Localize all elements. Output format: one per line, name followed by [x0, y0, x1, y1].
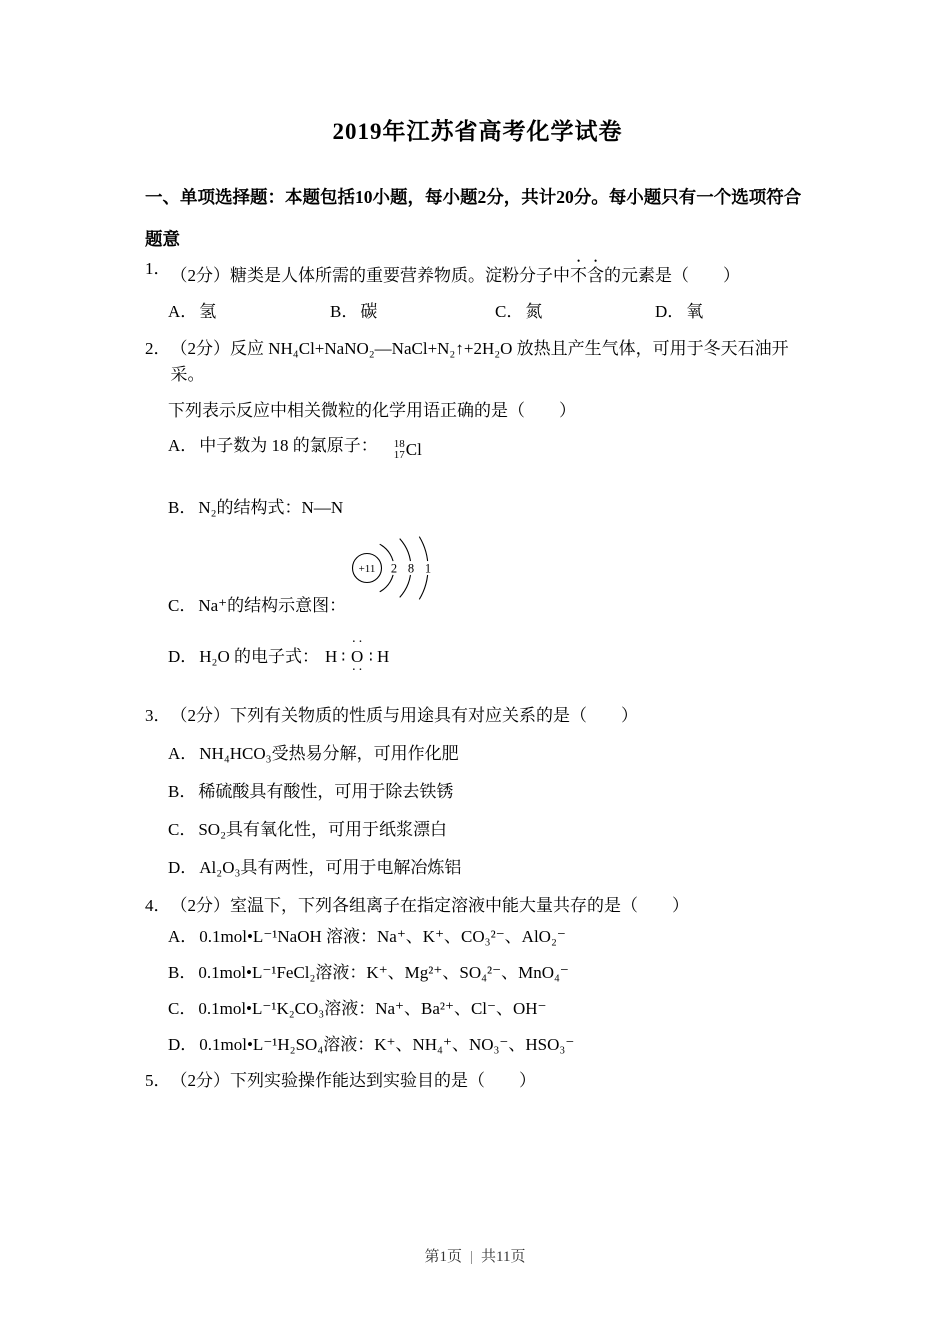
hydrogen-right: H [376, 647, 390, 666]
element-symbol: Cl [405, 440, 422, 459]
option-a: A． NH₄HCO₃受热易分解，可用作化肥 [168, 744, 459, 763]
option-c: C． 0.1mol•L⁻¹K₂CO₃溶液：Na⁺、Ba²⁺、Cl⁻、OH⁻ [168, 999, 547, 1018]
question-number: 2． [145, 339, 171, 358]
option-d: D． 氧 [655, 302, 704, 321]
option-c: C． SO₂具有氧化性，可用于纸浆漂白 [168, 820, 448, 839]
shell-2-count: 8 [408, 561, 415, 576]
question-text: （2分）糖类是人体所需的重要营养物质。淀粉分子中不含的元素是（ ） [170, 266, 740, 285]
option-d: D． 0.1mol•L⁻¹H₂SO₄溶液：K⁺、NH₄⁺、NO₃⁻、HSO₃⁻ [168, 1035, 575, 1054]
option-d: D． Al₂O₃具有两性，可用于电解冶炼铝 [168, 858, 462, 877]
question-number: 3． [145, 706, 171, 725]
bond-pair-left: ∶ [341, 649, 346, 666]
option-b: B． 稀硫酸具有酸性，可用于除去铁锈 [168, 782, 454, 801]
question-number: 5． [145, 1071, 171, 1090]
total-pages: 共11页 [481, 1249, 526, 1265]
question-text-line2: 下列表示反应中相关微粒的化学用语正确的是（ ） [168, 401, 576, 420]
question-2 [145, 336, 810, 678]
option-c: C． 氮 [495, 302, 543, 321]
emphasized-text: 不含 [570, 266, 604, 285]
page-title: 2019年江苏省高考化学试卷 [332, 119, 623, 144]
question-3 [145, 703, 810, 881]
mass-number: 18 [393, 438, 405, 450]
lone-pair-bottom: ·· [351, 663, 365, 678]
page-footer [0, 1245, 950, 1266]
option-c: C． Na⁺的结构示意图： +11 2 8 1 [168, 527, 810, 619]
bond-pair-right: ∶ [368, 649, 373, 666]
oxygen-atom: O [350, 647, 364, 666]
section-heading [145, 184, 810, 252]
footer-separator: | [470, 1249, 474, 1265]
lone-pair-top: ·· [351, 635, 365, 650]
question-text: （2分）下列实验操作能达到实验目的是（ ） [170, 1071, 536, 1090]
option-b: B． 碳 [330, 302, 378, 321]
question-text: （2分）室温下，下列各组离子在指定溶液中能大量共存的是（ ） [170, 896, 689, 915]
section-heading-line1: 一、单项选择题：本题包括10小题，每小题2分，共计20分。每小题只有一个选项符合 [145, 187, 802, 207]
question-1 [145, 256, 810, 325]
option-a: A． 氢 [168, 302, 217, 321]
question-text-line1: （2分）反应 NH₄Cl+NaNO₂—NaCl+N₂↑+2H₂O 放热且产生气体，可用于冬天石油开采。 [170, 339, 789, 384]
option-b: B． N₂的结构式：N—N [168, 498, 344, 517]
question-text: （2分）下列有关物质的性质与用途具有对应关系的是（ ） [170, 706, 638, 725]
sodium-ion-structure-diagram [342, 527, 460, 609]
question-number: 1． [145, 259, 171, 278]
option-a: A． 0.1mol•L⁻¹NaOH 溶液：Na⁺、K⁺、CO₃²⁻、AlO₂⁻ [168, 927, 566, 946]
option-d: D． H₂O 的电子式： H ∶ ·· O ·· ∶ H [168, 635, 390, 678]
section-heading-line2: 题意 [145, 229, 180, 249]
question-4 [145, 893, 810, 1058]
option-b: B． 0.1mol•L⁻¹FeCl₂溶液：K⁺、Mg²⁺、SO₄²⁻、MnO₄⁻ [168, 963, 569, 982]
question-number: 4． [145, 896, 171, 915]
hydrogen-left: H [325, 647, 338, 666]
water-electron-dot-formula [325, 635, 390, 678]
option-a: A． 中子数为 18 的氯原子： 18 17 Cl [168, 436, 422, 461]
question-1-options [168, 299, 810, 325]
question-5 [145, 1068, 810, 1094]
nucleus-charge: +11 [358, 563, 376, 575]
shell-1-count: 2 [391, 561, 398, 576]
atomic-number: 17 [393, 449, 405, 461]
shell-3-count: 1 [425, 561, 432, 576]
current-page: 第1页 [424, 1249, 463, 1265]
chlorine-isotope-notation [394, 437, 422, 463]
